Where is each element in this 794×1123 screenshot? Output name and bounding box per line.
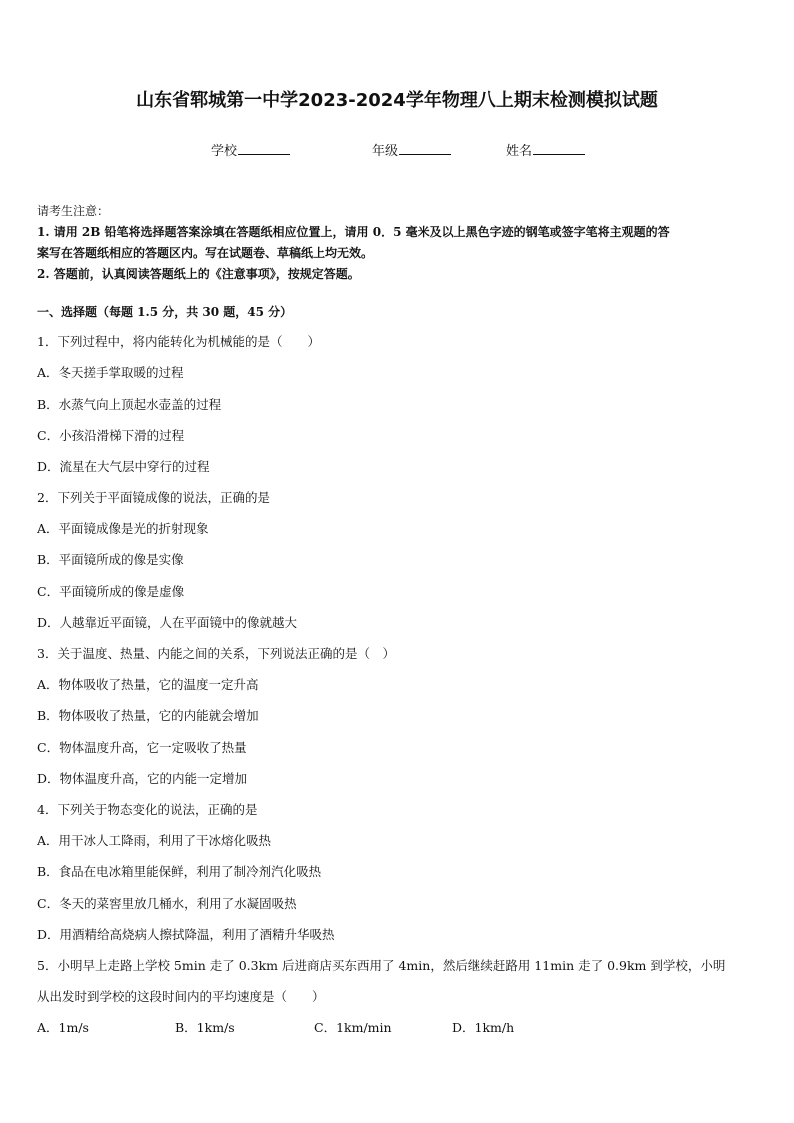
- student-info-row: [0, 140, 794, 160]
- school-label: 学校: [211, 144, 238, 159]
- question-5-option-b: B．1km/s: [175, 1020, 235, 1035]
- question-2-option-a: A．平面镜成像是光的折射现象: [37, 521, 209, 536]
- notice-item-2: 2. 答题前，认真阅读答题纸上的《注意事项》，按规定答题。: [37, 267, 360, 281]
- question-4-stem: 4．下列关于物态变化的说法，正确的是: [37, 802, 258, 817]
- name-blank: [533, 142, 585, 155]
- question-3-option-b: B．物体吸收了热量，它的内能就会增加: [37, 708, 259, 723]
- question-4-option-a: A．用干冰人工降雨，利用了干冰熔化吸热: [37, 833, 272, 848]
- question-2-stem: 2．下列关于平面镜成像的说法，正确的是: [37, 490, 270, 505]
- question-5-stem-line-1: 5．小明早上走路上学校 5min 走了 0.3km 后进商店买东西用了 4min，然后继续赶路用 11min 走了 0.9km 到学校，小明: [37, 958, 726, 973]
- question-3-option-a: A．物体吸收了热量，它的温度一定升高: [37, 677, 259, 692]
- grade-blank: [399, 142, 451, 155]
- notice-heading: 请考生注意：: [37, 204, 110, 218]
- question-1-option-c: C．小孩沿滑梯下滑的过程: [37, 428, 185, 443]
- question-1-option-b: B．水蒸气向上顶起水壶盖的过程: [37, 397, 222, 412]
- question-2-option-d: D．人越靠近平面镜，人在平面镜中的像就越大: [37, 615, 298, 630]
- name-label: 姓名: [506, 144, 533, 159]
- question-1-option-a: A．冬天搓手掌取暖的过程: [37, 365, 184, 380]
- name-field: [506, 140, 585, 159]
- exam-notice: [37, 201, 759, 285]
- grade-field: [372, 140, 451, 159]
- question-5-option-a: A．1m/s: [37, 1020, 89, 1035]
- question-1-option-d: D．流星在大气层中穿行的过程: [37, 459, 210, 474]
- question-4-option-d: D．用酒精给高烧病人擦拭降温，利用了酒精升华吸热: [37, 927, 335, 942]
- section-heading: 一、选择题（每题 1.5 分，共 30 题，45 分）: [37, 305, 293, 319]
- question-3-stem: 3．关于温度、热量、内能之间的关系，下列说法正确的是（ ）: [37, 646, 395, 661]
- exam-title: 山东省郓城第一中学2023-2024学年物理八上期末检测模拟试题: [136, 90, 658, 111]
- question-3-option-c: C．物体温度升高，它一定吸收了热量: [37, 740, 247, 755]
- question-5-option-d: D．1km/h: [452, 1020, 515, 1035]
- school-blank: [238, 142, 290, 155]
- grade-label: 年级: [372, 144, 399, 159]
- question-2-option-c: C．平面镜所成的像是虚像: [37, 584, 185, 599]
- question-5-option-c: C．1km/min: [314, 1020, 392, 1035]
- notice-item-1-line-1: 1. 请用 2B 铅笔将选择题答案涂填在答题纸相应位置上，请用 0．5 毫米及以上黑色字迹的钢笔或签字笔将主观题的答: [37, 225, 670, 239]
- question-5-stem-line-2: 从出发时到学校的这段时间内的平均速度是（ ）: [37, 989, 325, 1004]
- question-2-option-b: B．平面镜所成的像是实像: [37, 552, 184, 567]
- question-4-option-c: C．冬天的菜窖里放几桶水，利用了水凝固吸热: [37, 896, 297, 911]
- question-1-stem: 1．下列过程中，将内能转化为机械能的是（ ）: [37, 334, 320, 349]
- question-3-option-d: D．物体温度升高，它的内能一定增加: [37, 771, 248, 786]
- school-field: [211, 140, 290, 159]
- question-4-option-b: B．食品在电冰箱里能保鲜，利用了制冷剂汽化吸热: [37, 864, 322, 879]
- notice-item-1-line-2: 案写在答题纸相应的答题区内。写在试题卷、草稿纸上均无效。: [37, 246, 374, 260]
